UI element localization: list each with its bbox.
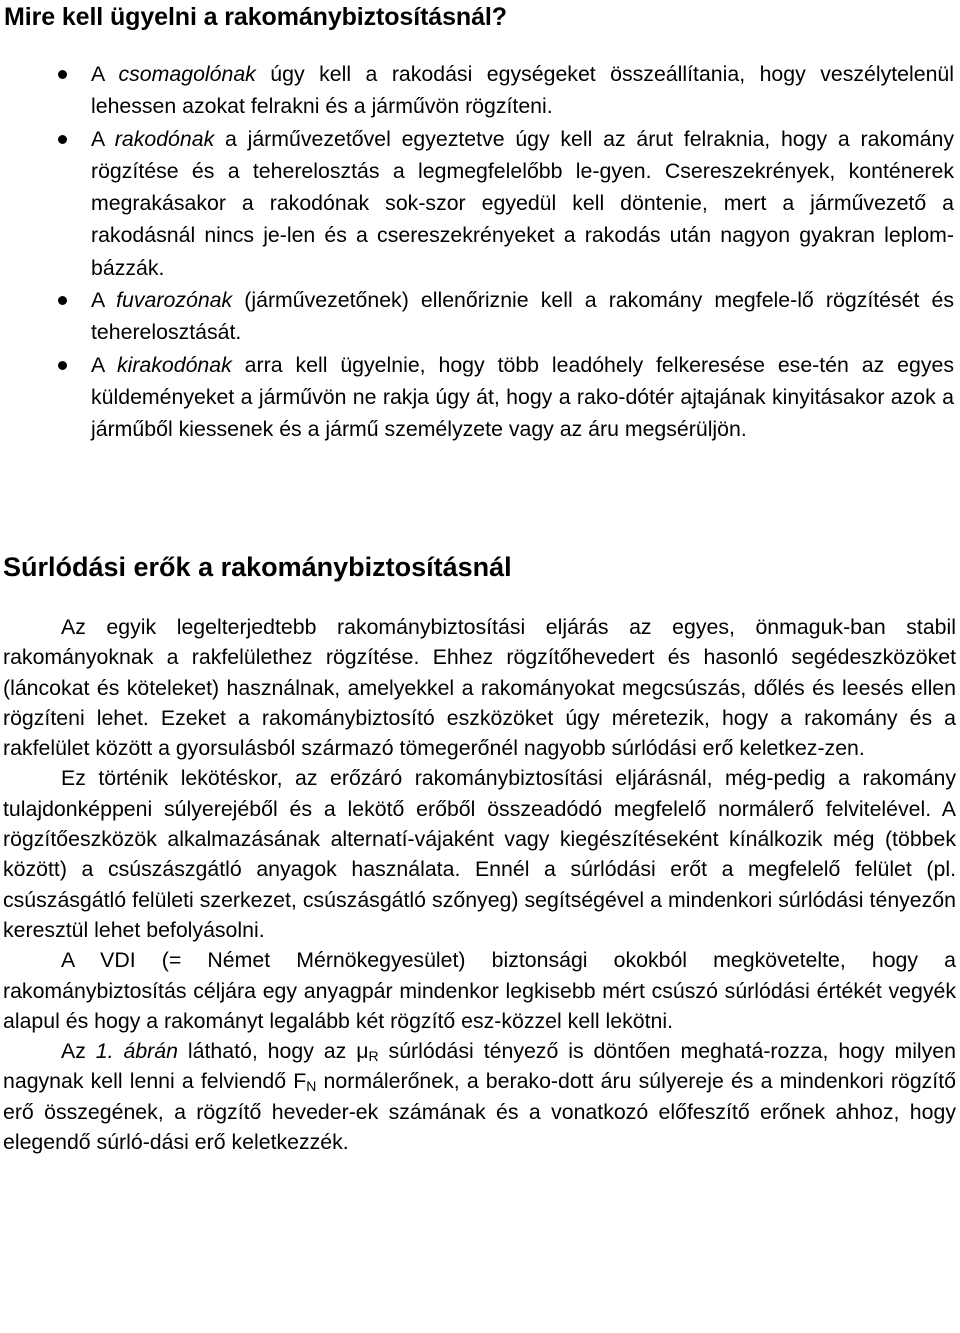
bullet-icon [58,361,67,370]
list-item-text: úgy kell a rakodási egységeket összeállítania, hogy veszélytelenül lehessen azokat felrakni és a járművön rögzíteni. [91,62,954,119]
list-item-role: fuvarozónak [116,288,233,313]
paragraph-text: látható, hogy az μ [177,1039,369,1064]
paragraph: A VDI (= Német Mérnökegyesület) biztonsági okokból megkövetelte, hogy a rakománybiztosítás céljára egy anyagpár mindenkor legkisebb mért csúszó súrlódási értékét vegyék alapul és hogy a rakományt legalább két rögzítő esz-közzel kell lekötni. [3,948,956,1033]
list-item [0,349,960,446]
subscript: R [368,1048,379,1065]
paragraph-text: súrlódási tényező is döntően meghatá-rozza, hogy milyen nagynak kell lenni a felviendő F [3,1039,956,1094]
paragraph [3,1036,956,1157]
list-item-text: arra kell ügyelnie, hogy több leadóhely felkeresése ese-tén az egyes küldeményeket a járművön ne rakja úgy át, hogy a rako-dótér ajtajának kinyitásakor azok a járműből kiessenek és a jármű személyzete vagy az áru megsérüljön. [91,352,954,442]
list-item-text: a járművezetővel egyeztetve úgy kell az árut felraknia, hogy a rakomány rögzítése és a teherelosztás a legmegfelelőbb le-gyen. Csereszekrények, konténerek megrakásakor a rakodónak sok-szor egyedül kell döntenie, mert a járművezető a rakodásnál nincs je-len és a csereszekrényeket a rakodás után nagyon gyakran leplom-bázzák. [91,126,954,280]
page-title: Mire kell ügyelni a rakománybiztosításnál? [4,3,507,31]
paragraph-text: normálerőnek, a berako-dott áru súlyereje és a mindenkori rögzítő erő összegének, a rögzítő heveder-ek számának és a vonatkozó előfeszítő erőnek ahhoz, hogy elegendő súrló-dási erő keletkezzék. [3,1069,956,1155]
list-item-text-start: A [91,62,119,86]
subscript: N [306,1078,317,1095]
bullet-icon [58,296,67,305]
list-item-role: rakodónak [114,126,215,151]
section-body [3,612,956,1157]
bullet-icon [58,70,67,79]
responsibility-list [0,58,960,446]
paragraph: Az egyik legelterjedtebb rakománybiztosítási eljárás az egyes, önmaguk-ban stabil rakományoknak a rakfelülethez rögzítése. Ehhez rögzítőhevedert és hasonló segédeszközöket (láncokat és köteleket) használnak, amelyekkel a rakományokat megcsúszás, dőlés és leesés ellen rögzíteni lehet. Ezeket a rakománybiztosító eszközöket úgy méretezik, hogy a rakomány és a rakfelület között a gyorsulásból származó tömegerőnél nagyobb súrlódási erő keletkez-zen. [3,615,956,761]
list-item [0,284,960,349]
section-heading: Súrlódási erők a rakománybiztosításnál [3,552,512,582]
list-item-role: kirakodónak [116,352,232,377]
paragraph-text: Az [61,1039,96,1064]
list-item-text-start: A [91,288,117,313]
list-item-text-start: A [91,126,115,151]
list-item-text-start: A [91,352,117,377]
list-item-text: (járművezetőnek) ellenőriznie kell a rakomány megfele-lő rögzítését és teherelosztását. [91,288,954,345]
list-item [0,123,960,284]
bullet-icon [58,135,67,144]
list-item [0,58,960,123]
list-item-role: csomagolónak [118,62,256,86]
paragraph: Ez történik lekötéskor, az erőzáró rakománybiztosítási eljárásnál, még-pedig a rakomány tulajdonképpeni súlyerejéből és a lekötő erőből összeadódó megfelelő normálerő felvitelével. A rögzítőeszközök alkalmazásának alternatí-vájaként vagy kiegészítéseként kínálkozik még (többek között) a csúszászgátló anyagok használata. Ennél a súrlódási erőt a megfelelő felület (pl. csúszásgátló felületi szerkezet, csúszásgátló szőnyeg) segítségével a mindenkori súrlódási tényezőn keresztül lehet befolyásolni. [3,766,956,942]
figure-reference: 1. ábrán [95,1039,178,1064]
